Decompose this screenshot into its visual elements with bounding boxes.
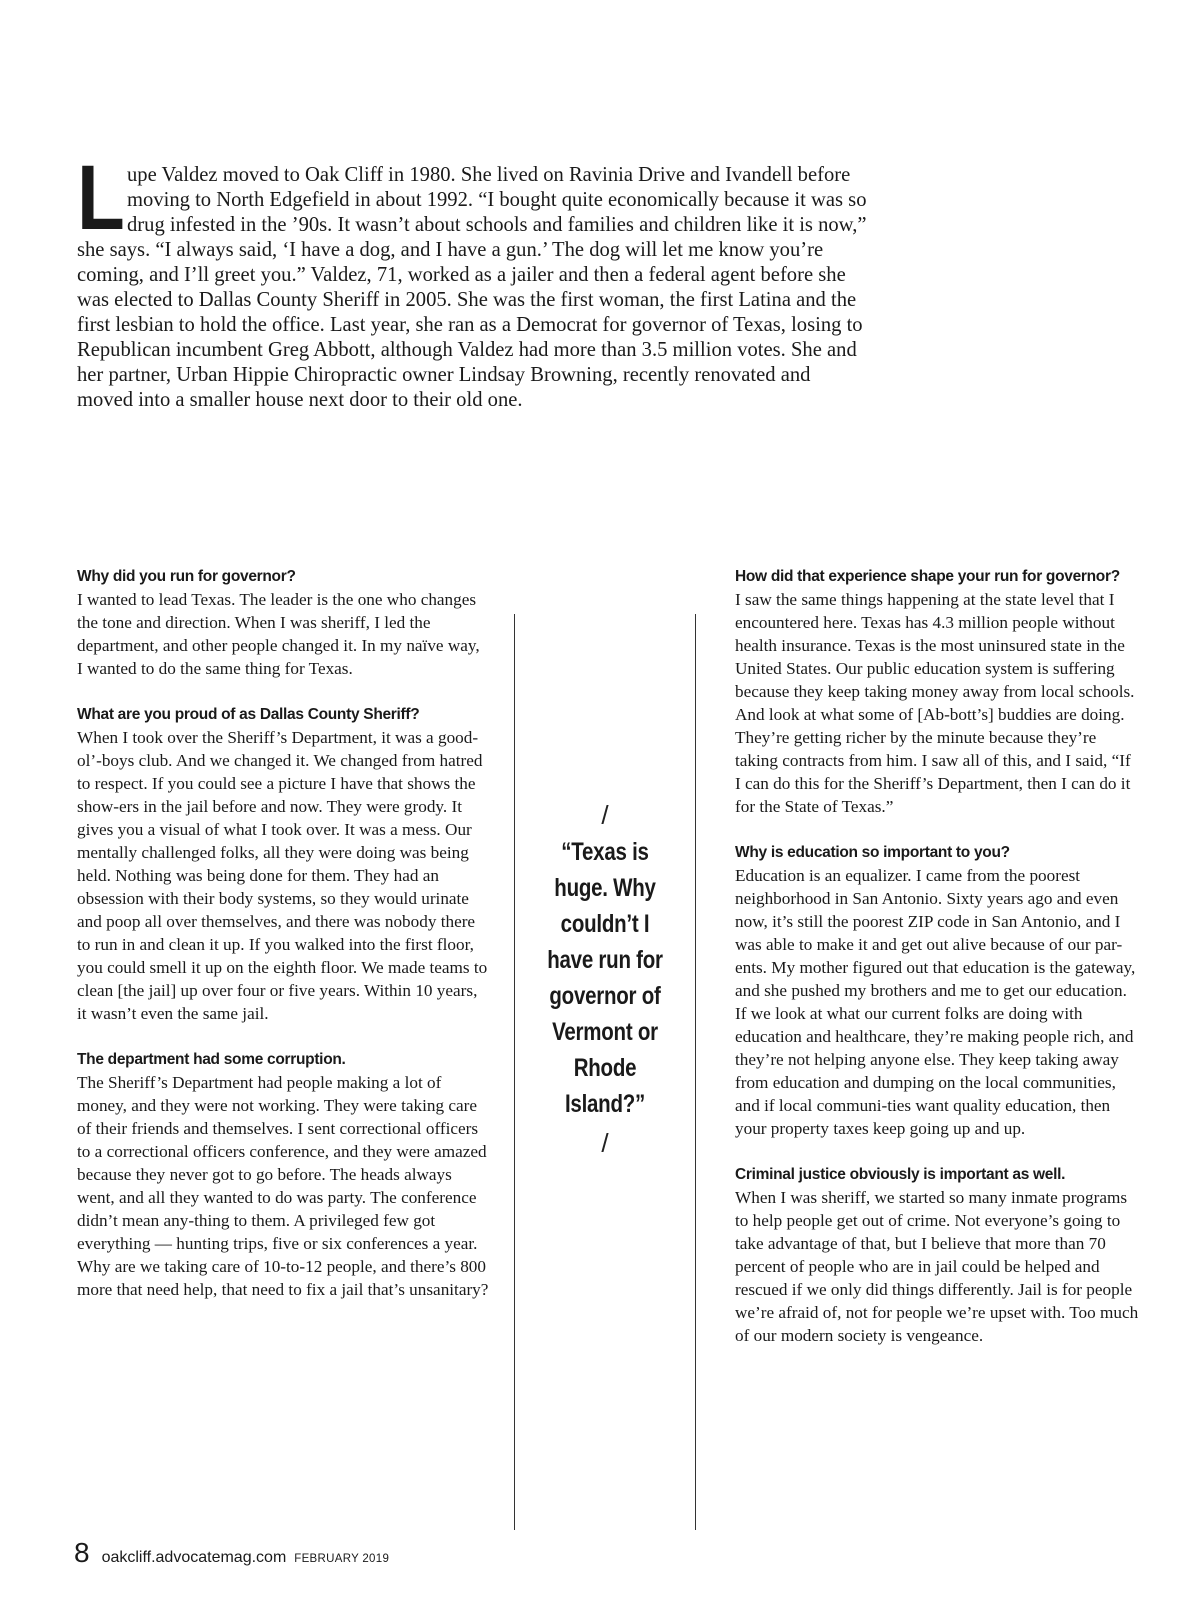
- qa-block: [77, 1048, 489, 1301]
- qa-block: [735, 1163, 1140, 1347]
- page-number: 8: [74, 1537, 90, 1568]
- answer: I wanted to lead Texas. The leader is the one who changes the tone and direction. When I was sheriff, I led the department, and other people changed it. In my naïve way, I wanted to do the same thing for Texas.: [77, 590, 480, 678]
- slash-ornament-bottom: /: [601, 1128, 609, 1158]
- issue-date: FEBRUARY 2019: [294, 1553, 390, 1565]
- answer: The Sheriff’s Department had people making a lot of money, and they were not working. They were taking care of their friends and themselves. I sent correctional officers to a correctional officers conference, and they were amazed because they never got to go before. The heads always went, and all they wanted to do was party. The conference didn’t mean any-thing to them. A privileged few got everything — hunting trips, five or six conferences a year. Why are we taking care of 10-to-12 people, and there’s 800 more that need help, that need to fix a jail that’s unsanitary?: [77, 1073, 489, 1299]
- pull-quote-text: “Texas is huge. Why couldn’t I have run for governor of Vermont or Rhode Island?”: [547, 838, 663, 1118]
- pull-quote: [520, 800, 690, 1158]
- answer: I saw the same things happening at the state level that I encountered here. Texas has 4.3 million people without health insurance. Texas is the most uninsured state in the United States. Our public education system is suffering because they keep taking money away from local schools. And look at what some of [Ab-bott’s] buddies are doing. They’re getting richer by the minute because they’re taking contracts from him. I saw all of this, and I said, “If I can do this for the Sheriff’s Department, then I can do it for the State of Texas.”: [735, 590, 1135, 816]
- qa-block: [735, 841, 1140, 1140]
- column-divider-right: [695, 614, 696, 1530]
- qa-block: [77, 703, 489, 1025]
- question: What are you proud of as Dallas County Sheriff?: [77, 706, 420, 723]
- question: How did that experience shape your run for governor?: [735, 568, 1120, 585]
- answer: Education is an equalizer. I came from the poorest neighborhood in San Antonio. Sixty years ago and even now, it’s still the poorest ZIP code in San Antonio, and I was able to make it and get out alive because of our par-ents. My mother figured out that education is the gateway, and she pushed my brothers and me to get our education. If we look at what our current folks are doing with education and healthcare, they’re making people rich, and they’re not helping anyone else. They keep taking away from education and dumping on the local communities, and if local communi-ties want quality education, then your property taxes keep going up and up.: [735, 866, 1136, 1138]
- column-divider-left: [514, 614, 515, 1530]
- left-column: [77, 565, 489, 1324]
- site-url: oakcliff.advocatemag.com: [101, 1549, 287, 1566]
- intro-paragraph: [77, 147, 867, 413]
- question: Why did you run for governor?: [77, 568, 296, 585]
- question: The department had some corruption.: [77, 1051, 346, 1068]
- question: Why is education so important to you?: [735, 844, 1010, 861]
- qa-block: [77, 565, 489, 680]
- slash-ornament-top: /: [601, 800, 609, 830]
- question: Criminal justice obviously is important as well.: [735, 1166, 1066, 1183]
- drop-cap: L: [77, 147, 125, 249]
- answer: When I took over the Sheriff’s Department, it was a good-ol’-boys club. And we changed it. We changed from hatred to respect. If you could see a picture I have that shows the show-ers in the jail before and now. They were grody. It gives you a visual of what I took over. It was a mess. Our mentally challenged folks, all they were doing was being held. Nothing was being done for them. They had an obsession with their body systems, so they would urinate and poop all over themselves, and there was nobody there to run in and clean it up. If you walked into the first floor, you could smell it up on the eighth floor. We made teams to clean [the jail] up over four or five years. Within 10 years, it wasn’t even the same jail.: [77, 728, 488, 1023]
- answer: When I was sheriff, we started so many inmate programs to help people get out of crime. Not everyone’s going to take advantage of that, but I believe that more than 70 percent of people who are in jail could be helped and rescued if we only did things differently. Jail is for people we’re afraid of, not for people we’re upset with. Too much of our modern society is vengeance.: [735, 1188, 1139, 1345]
- page-footer: [74, 1537, 389, 1569]
- qa-block: [735, 565, 1140, 818]
- intro-text: upe Valdez moved to Oak Cliff in 1980. She lived on Ravinia Drive and Ivandell before moving to North Edgefield in about 1992. “I bought quite economically because it was so drug infested in the ’90s. It wasn’t about schools and families and children like it is now,” she says. “I always said, ‘I have a dog, and I have a gun.’ The dog will let me know you’re coming, and I’ll greet you.” Valdez, 71, worked as a jailer and then a federal agent before she was elected to Dallas County Sheriff in 2005. She was the first woman, the first Latina and the first lesbian to hold the office. Last year, she ran as a Democrat for governor of Texas, losing to Republican incumbent Greg Abbott, although Valdez had more than 3.5 million votes. She and her partner, Urban Hippie Chiropractic owner Lindsay Browning, recently renovated and moved into a smaller house next door to their old one.: [77, 164, 867, 411]
- right-column: [735, 565, 1140, 1370]
